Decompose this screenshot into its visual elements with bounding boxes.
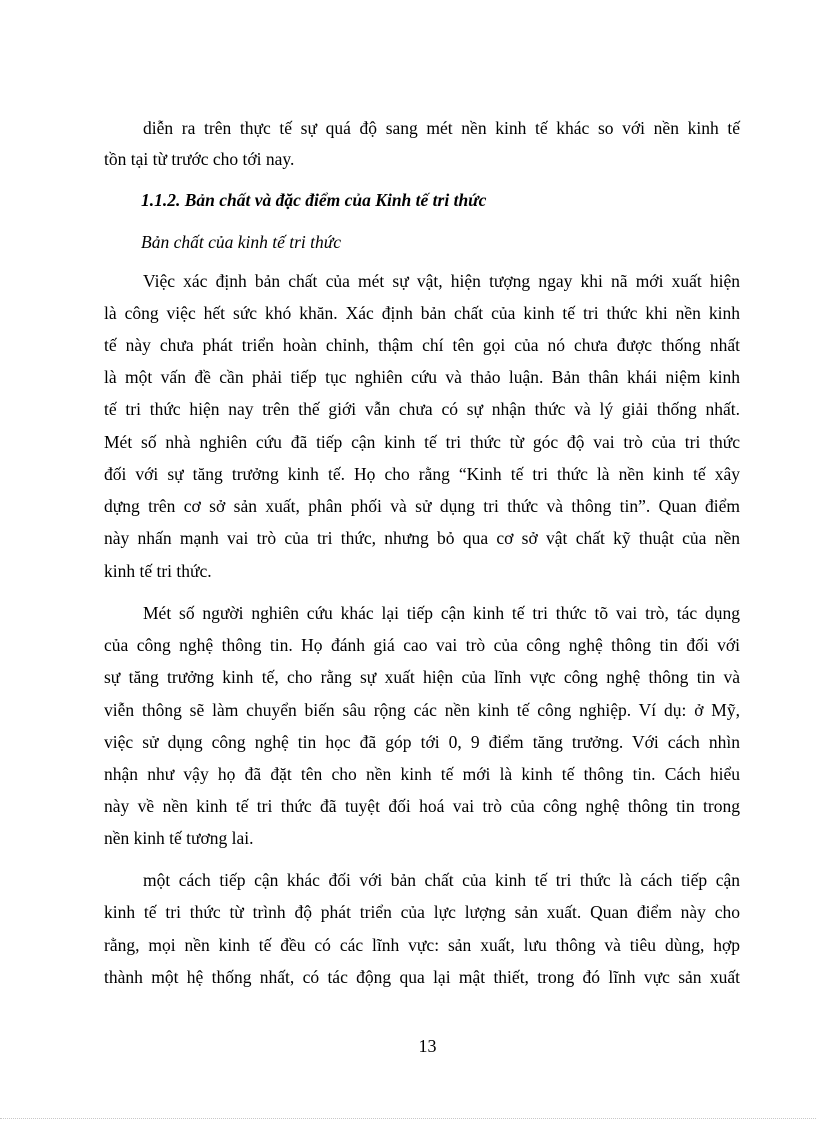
- paragraph-line: việc sử dụng công nghệ tin học đã góp tới 0, 9 điểm tăng trưởng. Với cách nhìn: [104, 732, 740, 752]
- paragraph-line: là công việc hết sức khó khăn. Xác định bản chất của kinh tế tri thức khi nền kinh: [104, 303, 740, 323]
- paragraph-line: viễn thông sẽ làm chuyển biến sâu rộng các nền kinh tế công nghiệp. Ví dụ: ở Mỹ,: [104, 700, 740, 720]
- paragraph-line: là một vấn đề cần phải tiếp tục nghiên cứu và thảo luận. Bản thân khái niệm kinh: [104, 367, 740, 387]
- section-subheading: Bản chất của kinh tế tri thức: [141, 232, 342, 252]
- page-number: 13: [418, 1036, 437, 1056]
- paragraph-line: Việc xác định bản chất của mét sự vật, hiện tượng ngay khi nã mới xuất hiện: [143, 271, 740, 291]
- paragraph-line: nhận như vậy họ đã đặt tên cho nền kinh tế mới là kinh tế thông tin. Cách hiểu: [104, 764, 740, 784]
- paragraph-line: Mét số nhà nghiên cứu đã tiếp cận kinh tế tri thức từ góc độ vai trò của tri thức: [104, 432, 740, 452]
- paragraph-line: tế này chưa phát triển hoàn chỉnh, thậm chí tên gọi của nó chưa được thống nhất: [104, 335, 740, 355]
- paragraph-line: kinh tế tri thức từ trình độ phát triển của lực lượng sản xuất. Quan điểm này cho: [104, 902, 740, 922]
- paragraph-line: này về nền kinh tế tri thức đã tuyệt đối hoá vai trò của công nghệ thông tin trong: [104, 796, 740, 816]
- paragraph-line: Mét số người nghiên cứu khác lại tiếp cận kinh tế tri thức tõ vai trò, tác dụng: [143, 603, 740, 623]
- paragraph-line: dựng trên cơ sở sản xuất, phân phối và sử dụng tri thức và thông tin”. Quan điểm: [104, 496, 740, 516]
- paragraph-line: tồn tại từ trước cho tới nay.: [104, 149, 295, 169]
- paragraph-line: đối với sự tăng trưởng kinh tế. Họ cho rằng “Kinh tế tri thức là nền kinh tế xây: [104, 464, 740, 484]
- section-heading: 1.1.2. Bản chất và đặc điểm của Kinh tế tri thức: [141, 190, 487, 210]
- paragraph-line: sự tăng trưởng kinh tế, cho rằng sự xuất hiện của lĩnh vực công nghệ thông tin và: [104, 667, 740, 687]
- paragraph-line: tế tri thức hiện nay trên thế giới vẫn chưa có sự nhận thức và lý giải thống nhất.: [104, 399, 740, 419]
- page-bottom-divider: [0, 1118, 816, 1119]
- paragraph-line: kinh tế tri thức.: [104, 561, 212, 581]
- paragraph-line: của công nghệ thông tin. Họ đánh giá cao vai trò của công nghệ thông tin đối với: [104, 635, 740, 655]
- paragraph-line: nền kinh tế tương lai.: [104, 828, 254, 848]
- paragraph-line: này nhấn mạnh vai trò của tri thức, nhưng bỏ qua cơ sở vật chất kỹ thuật của nền: [104, 528, 740, 548]
- paragraph-line: diễn ra trên thực tế sự quá độ sang mét nền kinh tế khác so với nền kinh tế: [143, 118, 740, 138]
- paragraph-line: thành một hệ thống nhất, có tác động qua lại mật thiết, trong đó lĩnh vực sản xuất: [104, 967, 740, 987]
- paragraph-line: rằng, mọi nền kinh tế đều có các lĩnh vực: sản xuất, lưu thông và tiêu dùng, hợp: [104, 935, 740, 955]
- paragraph-line: một cách tiếp cận khác đối với bản chất của kinh tế tri thức là cách tiếp cận: [143, 870, 740, 890]
